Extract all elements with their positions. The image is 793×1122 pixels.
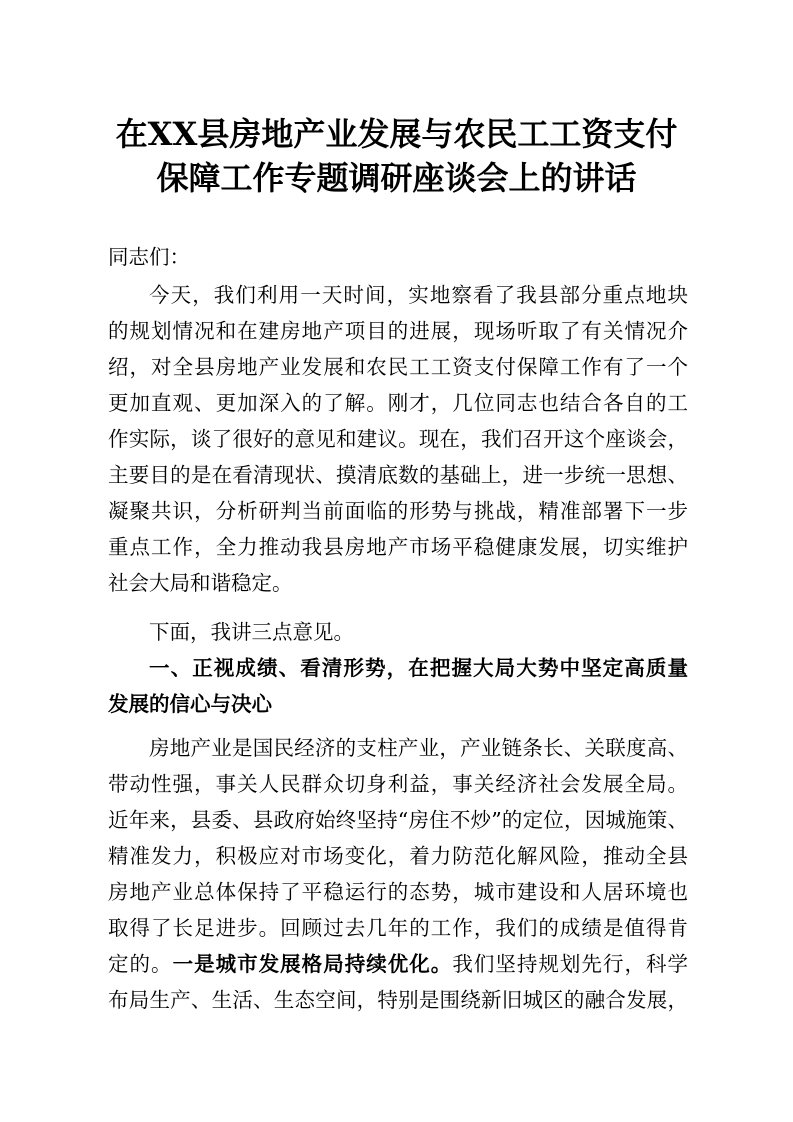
paragraph-line: 房地产业总体保持了平稳运行的态势，城市建设和人居环境也 [108,880,688,904]
paragraph-line: 房地产业是国民经济的支柱产业，产业链条长、关联度高、 [149,736,688,760]
paragraph-line: 凝聚共识，分析研判当前面临的形势与挑战，精准部署下一步 [108,499,688,523]
document-title-line-1: 在XX县房地产业发展与农民工工资支付 [115,115,678,153]
paragraph-line [108,951,688,977]
section-heading-line-1: 一、正视成绩、看清形势，在把握大局大势中坚定高质量 [149,656,688,680]
paragraph-line: 更加直观、更加深入的了解。刚才，几位同志也结合各自的工 [108,391,688,415]
line-text: 定的。 [108,952,173,976]
paragraph-line: 今天，我们利用一天时间，实地察看了我县部分重点地块 [149,283,688,307]
paragraph-line: 绍，对全县房地产业发展和农民工工资支付保障工作有了一个 [108,355,688,379]
paragraph-line: 近年来，县委、县政府始终坚持“房住不炒”的定位，因城施策、 [108,808,688,832]
document-title-line-2: 保障工作专题调研座谈会上的讲话 [156,159,637,197]
paragraph-line: 下面，我讲三点意见。 [149,620,354,644]
paragraph-line: 社会大局和谐稳定。 [108,571,293,595]
paragraph-line: 重点工作，全力推动我县房地产市场平稳健康发展，切实维护 [108,535,688,559]
bold-key-point: 一是城市发展格局持续优化。 [172,952,453,976]
salutation: 同志们： [108,245,190,269]
paragraph-line: 取得了长足进步。回顾过去几年的工作，我们的成绩是值得肯 [108,916,688,940]
paragraph-line: 布局生产、生活、生态空间，特别是围绕新旧城区的融合发展， [108,988,688,1012]
line-text: 我们坚持规划先行，科学 [452,952,689,976]
section-heading-line-2: 发展的信心与决心 [108,692,272,716]
paragraph-line: 主要目的是在看清现状、摸清底数的基础上，进一步统一思想、 [108,463,688,487]
paragraph-line: 的规划情况和在建房地产项目的进展，现场听取了有关情况介 [108,319,688,343]
paragraph-line: 带动性强，事关人民群众切身利益，事关经济社会发展全局。 [108,772,688,796]
paragraph-line: 精准发力，积极应对市场变化，着力防范化解风险，推动全县 [108,844,688,868]
paragraph-line: 作实际，谈了很好的意见和建议。现在，我们召开这个座谈会， [108,427,688,451]
